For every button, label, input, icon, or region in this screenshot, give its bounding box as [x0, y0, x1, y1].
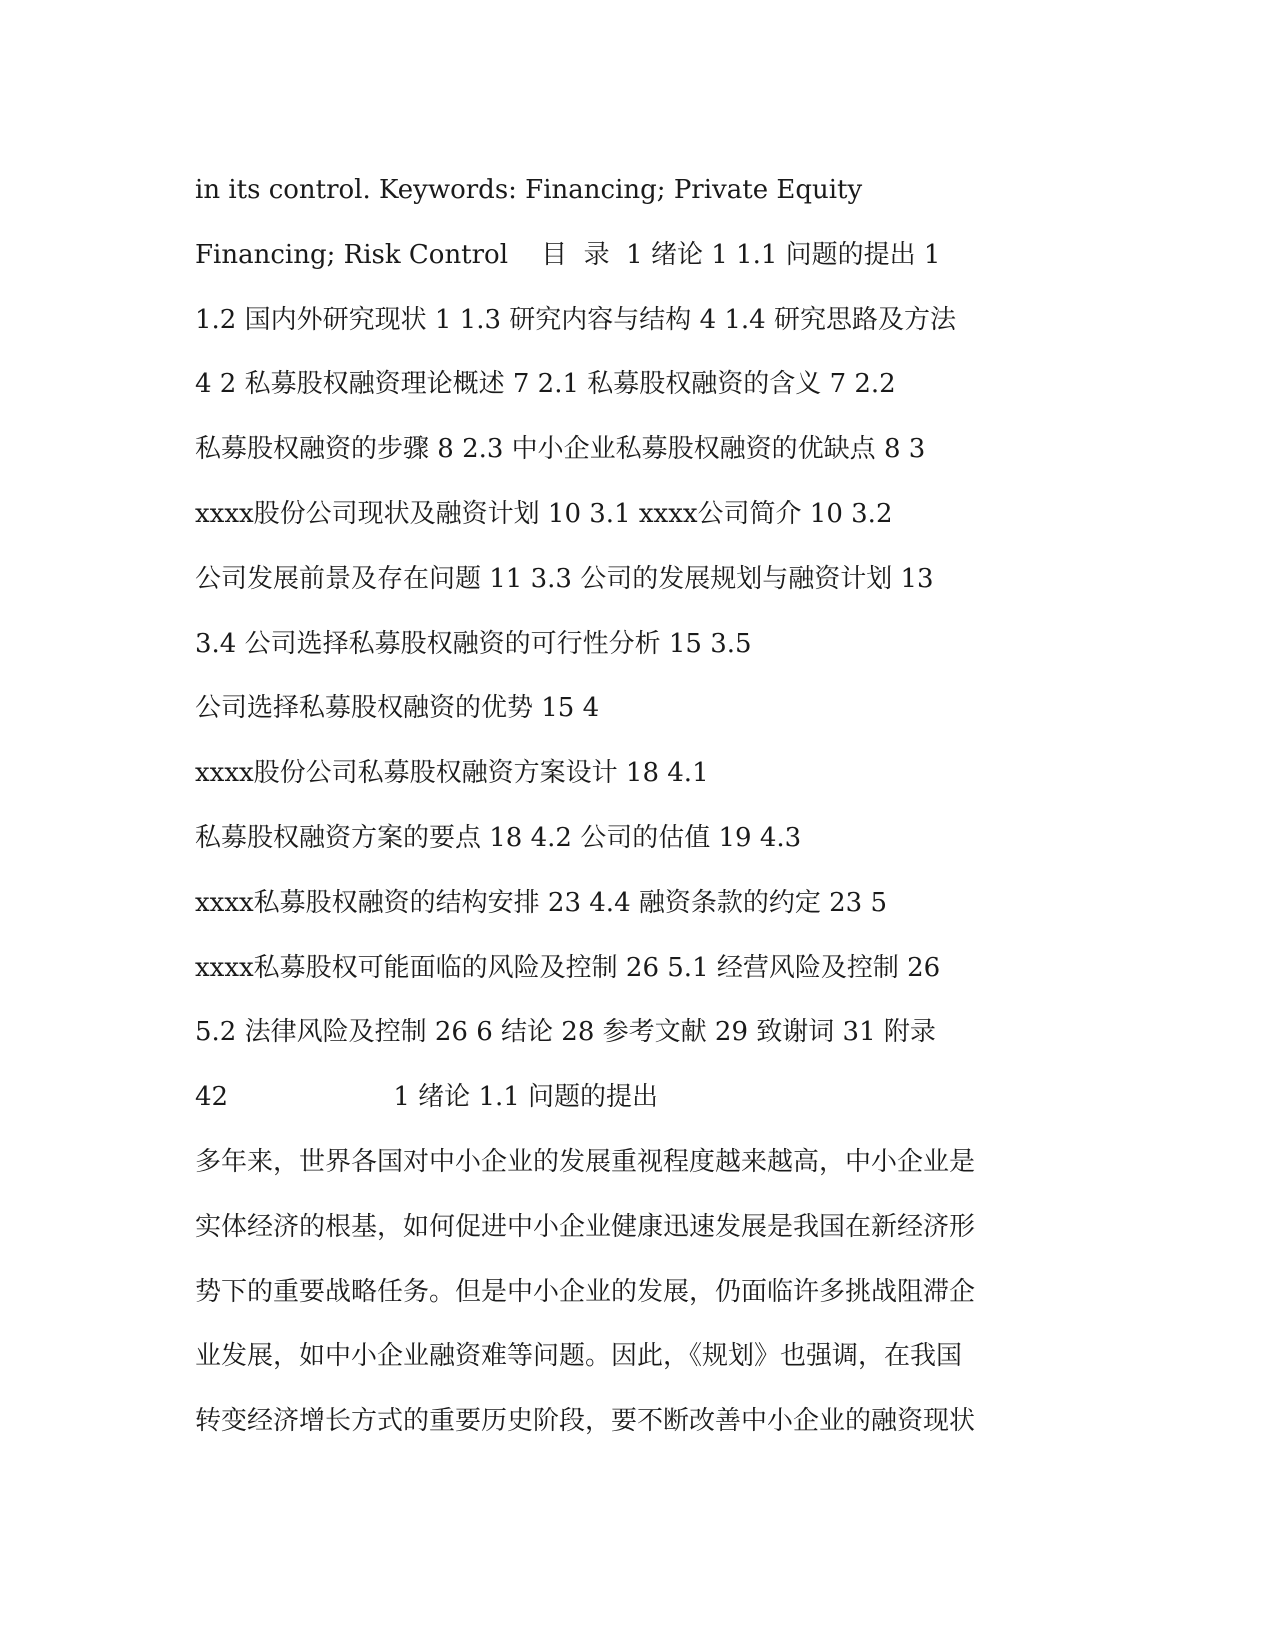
text-line-9: 公司选择私募股权融资的优势 15 4	[195, 693, 600, 724]
text-line-5: 私募股权融资的步骤 8 2.3 中小企业私募股权融资的优缺点 8 3	[195, 434, 926, 465]
text-line-1: in its control. Keywords: Financing; Private Equity	[195, 175, 863, 205]
text-line-16: 多年来，世界各国对中小企业的发展重视程度越来越高，中小企业是	[195, 1146, 976, 1177]
text-line-4: 4 2 私募股权融资理论概述 7 2.1 私募股权融资的含义 7 2.2	[195, 369, 896, 400]
text-line-3: 1.2 国内外研究现状 1 1.3 研究内容与结构 4 1.4 研究思路及方法	[195, 304, 956, 335]
text-line-6: xxxx股份公司现状及融资计划 10 3.1 xxxx公司简介 10 3.2	[195, 498, 893, 529]
text-line-20: 转变经济增长方式的重要历史阶段，要不断改善中小企业的融资现状	[195, 1406, 976, 1437]
text-line-12: xxxx私募股权融资的结构安排 23 4.4 融资条款的约定 23 5	[195, 887, 888, 918]
text-line-10: xxxx股份公司私募股权融资方案设计 18 4.1	[195, 758, 709, 789]
document-text-block	[195, 158, 1075, 1454]
text-line-2: Financing; Risk Control 目 录 1 绪论 1 1.1 问题的提出 1	[195, 239, 941, 270]
text-line-7: 公司发展前景及存在问题 11 3.3 公司的发展规划与融资计划 13	[195, 563, 934, 594]
text-line-15: 42 1 绪论 1.1 问题的提出	[195, 1082, 659, 1113]
text-line-19: 业发展，如中小企业融资难等问题。因此，《规划》也强调，在我国	[195, 1341, 963, 1372]
text-line-8: 3.4 公司选择私募股权融资的可行性分析 15 3.5	[195, 628, 752, 659]
text-line-11: 私募股权融资方案的要点 18 4.2 公司的估值 19 4.3	[195, 822, 802, 853]
text-line-13: xxxx私募股权可能面临的风险及控制 26 5.1 经营风险及控制 26	[195, 952, 941, 983]
text-line-18: 势下的重要战略任务。但是中小企业的发展，仍面临许多挑战阻滞企	[195, 1276, 976, 1307]
text-line-17: 实体经济的根基，如何促进中小企业健康迅速发展是我国在新经济形	[195, 1211, 976, 1242]
text-line-14: 5.2 法律风险及控制 26 6 结论 28 参考文献 29 致谢词 31 附录	[195, 1017, 936, 1048]
